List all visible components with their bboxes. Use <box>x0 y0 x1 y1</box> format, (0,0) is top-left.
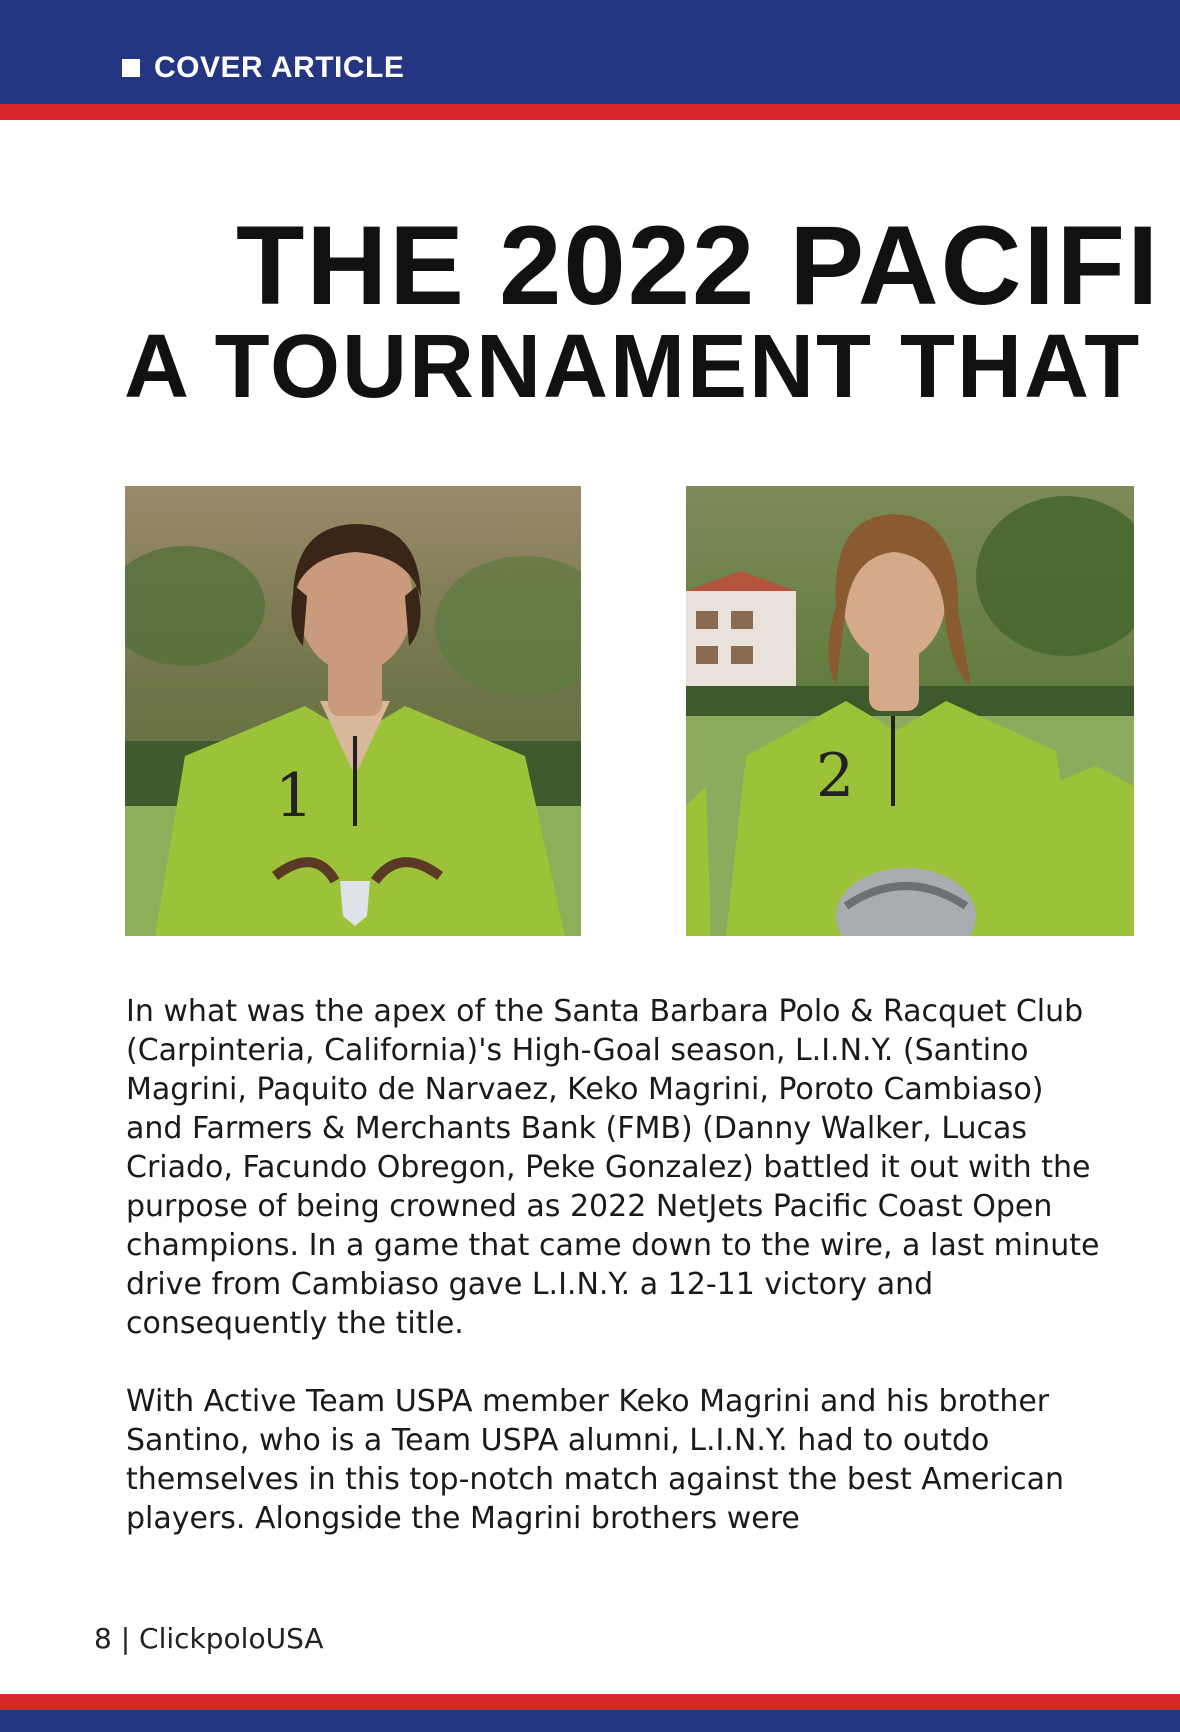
player-photo-1 <box>125 486 581 936</box>
page-footer: 8 | ClickpoloUSA <box>94 1622 324 1655</box>
section-label-text: COVER ARTICLE <box>154 51 405 84</box>
section-label <box>122 48 404 88</box>
player-photo-1-image <box>125 486 581 936</box>
jersey-number-2: 2 <box>816 741 855 811</box>
player-photo-2 <box>686 486 1134 936</box>
footer-red-stripe <box>0 1694 1180 1710</box>
headline <box>0 210 1180 420</box>
header-red-stripe <box>0 104 1180 120</box>
player-photo-2-image <box>686 486 1134 936</box>
article-paragraph-2: With Active Team USPA member Keko Magrini and his brother Santino, who is a Team USPA alumni, L.I.N.Y. had to outdo themselves in this top-notch match against the best American players. Alongside the Magrini brothers were <box>126 1384 1065 1536</box>
jersey-number-1: 1 <box>275 761 314 831</box>
square-bullet-icon <box>122 59 140 77</box>
article-body <box>126 992 1106 1577</box>
headline-line-2: A TOURNAMENT THAT <box>124 317 1142 417</box>
headline-line-1: THE 2022 PACIFI <box>236 210 1161 328</box>
footer-band <box>0 1710 1180 1732</box>
article-paragraph-1: In what was the apex of the Santa Barbara Polo & Racquet Club (Carpinteria, California)'s High-Goal season, L.I.N.Y. (Santino Magrini, Paquito de Narvaez, Keko Magrini, Poroto Cambiaso) and Farmers & Merchants Bank (FMB) (Danny Walker, Lucas Criado, Facundo Obregon, Peke Gonzalez) battled it out with the purpose of being crowned as 2022 NetJets Pacific Coast Open champions. In a game that came down to the wire, a last minute drive from Cambiaso gave L.I.N.Y. a 12-11 victory and consequently the title. <box>126 994 1100 1341</box>
